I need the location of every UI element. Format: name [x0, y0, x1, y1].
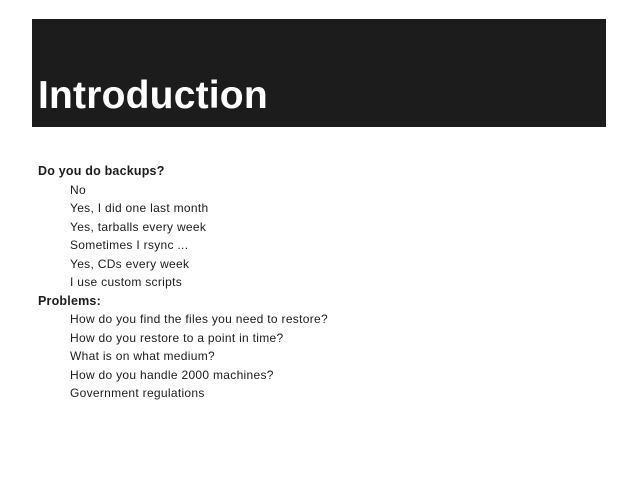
section-heading: Problems:: [38, 293, 101, 308]
section-heading: Do you do backups?: [38, 164, 165, 178]
bullet-list: [38, 181, 598, 292]
section-backups: [38, 162, 598, 292]
list-item: Yes, I did one last month: [70, 201, 209, 215]
bullet-list: [38, 310, 598, 403]
list-item: Sometimes I rsync ...: [70, 238, 189, 252]
title-bar: [32, 19, 606, 127]
section-problems: [38, 292, 598, 403]
list-item: Yes, tarballs every week: [70, 219, 207, 234]
list-item: Government regulations: [70, 386, 205, 400]
list-item: Yes, CDs every week: [70, 256, 190, 271]
slide-content: [38, 162, 598, 403]
list-item: No: [70, 182, 86, 197]
list-item: How do you find the files you need to restore?: [70, 312, 328, 326]
slide-title: Introduction: [38, 74, 268, 117]
list-item: How do you restore to a point in time?: [70, 330, 284, 345]
list-item: What is on what medium?: [70, 349, 215, 363]
list-item: How do you handle 2000 machines?: [70, 367, 274, 382]
list-item: I use custom scripts: [70, 275, 183, 289]
